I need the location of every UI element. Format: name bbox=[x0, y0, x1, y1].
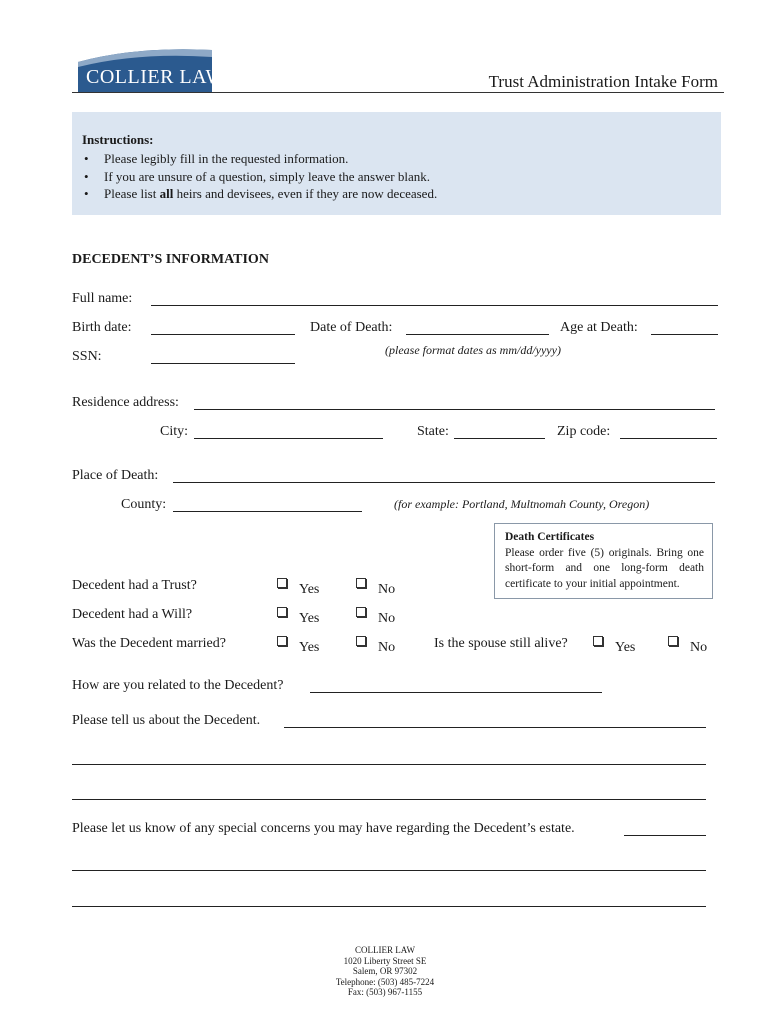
full-name-label: Full name: bbox=[72, 291, 133, 306]
city-field[interactable] bbox=[194, 438, 383, 439]
will-no-checkbox[interactable] bbox=[356, 607, 395, 627]
logo-text: COLLIER LAW bbox=[86, 66, 225, 88]
concerns-field-line-2[interactable] bbox=[72, 870, 706, 871]
checkbox-icon bbox=[356, 578, 366, 588]
instructions-box bbox=[72, 112, 721, 215]
checkbox-label: No bbox=[378, 640, 396, 655]
zip-code-label: Zip code: bbox=[557, 424, 611, 439]
instruction-text: If you are unsure of a question, simply leave the answer blank. bbox=[104, 168, 430, 184]
checkbox-label: Yes bbox=[299, 611, 320, 626]
list-item bbox=[82, 185, 437, 203]
date-of-death-field[interactable] bbox=[406, 334, 549, 335]
county-label: County: bbox=[121, 497, 167, 512]
checkbox-icon bbox=[356, 607, 366, 617]
footer-firm-name: COLLIER LAW bbox=[354, 945, 416, 955]
list-item bbox=[82, 150, 437, 168]
place-of-death-field[interactable] bbox=[173, 482, 715, 483]
instruction-text: Please legibly fill in the requested information. bbox=[104, 151, 349, 166]
city-label: City: bbox=[160, 424, 189, 439]
married-yes-checkbox[interactable] bbox=[277, 636, 319, 656]
married-question-label: Was the Decedent married? bbox=[72, 636, 226, 651]
bullet-icon: • bbox=[84, 186, 89, 201]
spouse-alive-yes-checkbox[interactable] bbox=[593, 636, 635, 656]
concerns-label: Please let us know of any special concerns you may have regarding the Decedent’s estate. bbox=[72, 821, 575, 836]
county-field[interactable] bbox=[173, 511, 362, 512]
trust-question-label: Decedent had a Trust? bbox=[72, 578, 197, 593]
checkbox-label: Yes bbox=[299, 640, 320, 655]
instructions-list bbox=[82, 150, 437, 203]
checkbox-icon bbox=[277, 636, 287, 646]
relationship-label: How are you related to the Decedent? bbox=[72, 678, 284, 693]
footer-telephone: Telephone: (503) 485-7224 bbox=[335, 976, 435, 987]
about-decedent-label: Please tell us about the Decedent. bbox=[72, 713, 261, 728]
death-certificates-box bbox=[494, 523, 713, 599]
relationship-field[interactable] bbox=[310, 692, 602, 693]
full-name-field[interactable] bbox=[151, 305, 718, 306]
spouse-alive-label: Is the spouse still alive? bbox=[434, 636, 568, 651]
checkbox-label: No bbox=[378, 611, 396, 626]
checkbox-label: Yes bbox=[615, 640, 636, 655]
death-certificates-body: Please order five (5) originals. Bring one short-form and one long-form death certificate to your initial appointment. bbox=[505, 546, 704, 590]
trust-no-checkbox[interactable] bbox=[356, 578, 395, 598]
checkbox-label: No bbox=[690, 640, 708, 655]
footer-street: 1020 Liberty Street SE bbox=[343, 955, 427, 966]
footer-city: Salem, OR 97302 bbox=[352, 966, 418, 976]
ssn-field[interactable] bbox=[151, 363, 295, 364]
zip-code-field[interactable] bbox=[620, 438, 717, 439]
residence-address-label: Residence address: bbox=[72, 395, 179, 410]
form-title: Trust Administration Intake Form bbox=[488, 72, 718, 91]
checkbox-label: No bbox=[378, 582, 396, 597]
checkbox-icon bbox=[668, 636, 678, 646]
ssn-label: SSN: bbox=[72, 349, 102, 364]
instructions-heading: Instructions: bbox=[82, 132, 154, 147]
about-decedent-field-line-3[interactable] bbox=[72, 799, 706, 800]
checkbox-icon bbox=[277, 607, 287, 617]
married-no-checkbox[interactable] bbox=[356, 636, 395, 656]
instruction-text: heirs and devisees, even if they are now deceased. bbox=[176, 186, 438, 201]
instruction-text: Please list bbox=[104, 186, 157, 201]
checkbox-icon bbox=[356, 636, 366, 646]
state-label: State: bbox=[417, 424, 449, 439]
state-field[interactable] bbox=[454, 438, 545, 439]
place-of-death-label: Place of Death: bbox=[72, 468, 159, 483]
instruction-emphasis: all bbox=[159, 186, 174, 201]
death-certificates-title: Death Certificates bbox=[505, 531, 595, 543]
age-at-death-label: Age at Death: bbox=[560, 320, 638, 335]
trust-yes-checkbox[interactable] bbox=[277, 578, 319, 598]
section-title: DECEDENT’S INFORMATION bbox=[72, 252, 269, 267]
will-question-label: Decedent had a Will? bbox=[72, 607, 193, 622]
checkbox-label: Yes bbox=[299, 582, 320, 597]
date-of-death-label: Date of Death: bbox=[310, 320, 393, 335]
collier-law-logo bbox=[78, 48, 225, 92]
concerns-field[interactable] bbox=[624, 835, 706, 836]
checkbox-icon bbox=[593, 636, 603, 646]
birth-date-label: Birth date: bbox=[72, 320, 132, 335]
spouse-alive-no-checkbox[interactable] bbox=[668, 636, 707, 656]
county-hint: (for example: Portland, Multnomah County, Oregon) bbox=[394, 497, 650, 511]
birth-date-field[interactable] bbox=[151, 334, 295, 335]
bullet-icon: • bbox=[84, 168, 89, 184]
about-decedent-field[interactable] bbox=[284, 727, 706, 728]
footer-address bbox=[0, 945, 770, 998]
age-at-death-field[interactable] bbox=[651, 334, 718, 335]
will-yes-checkbox[interactable] bbox=[277, 607, 319, 627]
checkbox-icon bbox=[277, 578, 287, 588]
list-item bbox=[82, 168, 437, 186]
residence-address-field[interactable] bbox=[194, 409, 715, 410]
footer-fax: Fax: (503) 967-1155 bbox=[347, 987, 423, 997]
about-decedent-field-line-2[interactable] bbox=[72, 764, 706, 765]
concerns-field-line-3[interactable] bbox=[72, 906, 706, 907]
date-format-hint: (please format dates as mm/dd/yyyy) bbox=[385, 343, 561, 357]
header-divider bbox=[72, 92, 724, 93]
bullet-icon: • bbox=[84, 151, 89, 166]
